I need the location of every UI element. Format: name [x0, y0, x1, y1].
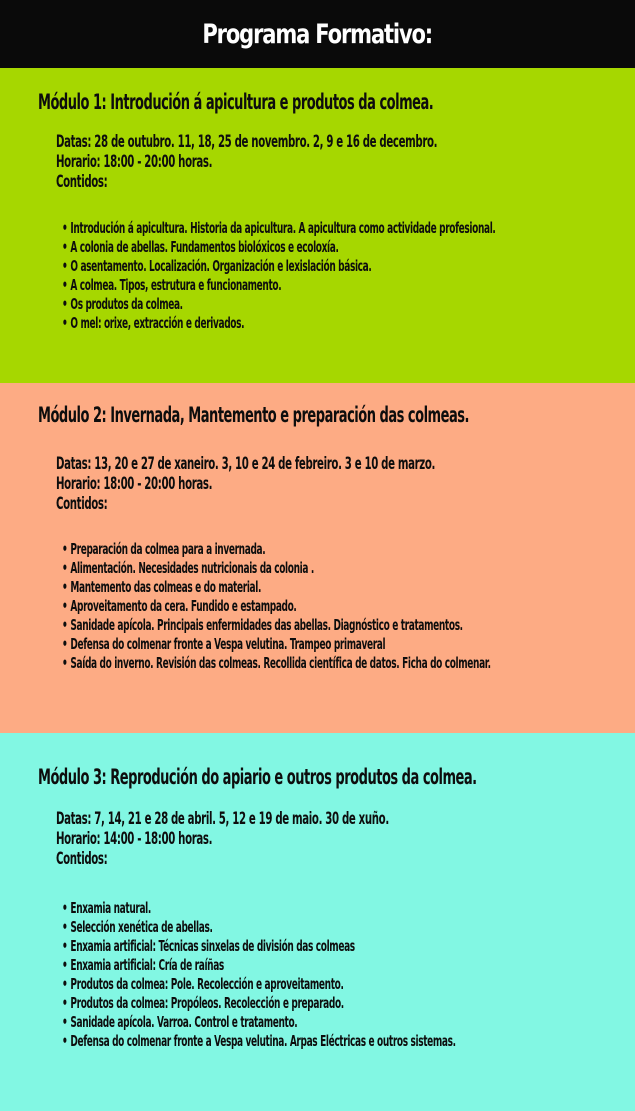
list-item: • Enxamia artificial: Cría de raíñas [62, 956, 635, 975]
module-2-info [56, 454, 635, 514]
header-bar [0, 0, 635, 68]
list-item: • Sanidade apícola. Varroa. Control e tratamento. [62, 1013, 635, 1032]
module-3-items [62, 899, 635, 1051]
list-item: • Alimentación. Necesidades nutricionais da colonia . [62, 559, 635, 578]
module-3-datas: Datas: 7, 14, 21 e 28 de abril. 5, 12 e 19 de maio. 30 de xuño. [56, 809, 389, 829]
module-1-info [56, 132, 635, 192]
list-item: • Enxamia artificial: Técnicas sinxelas de división das colmeas [62, 937, 635, 956]
module-1-section [0, 68, 635, 383]
list-item: • Selección xenética de abellas. [62, 918, 635, 937]
module-1-items [62, 219, 635, 333]
module-2-horario: Horario: 18:00 - 20:00 horas. [56, 474, 213, 494]
list-item: • Aproveitamento da cera. Fundido e estampado. [62, 597, 635, 616]
module-2-contidos-label: Contidos: [56, 494, 108, 514]
module-3-title: Módulo 3: Reprodución do apiario e outros produtos da colmea. [38, 765, 477, 789]
list-item: • Sanidade apícola. Principais enfermidades das abellas. Diagnóstico e tratamentos. [62, 616, 635, 635]
list-item: • Mantemento das colmeas e do material. [62, 578, 635, 597]
page-title: Programa Formativo: [202, 18, 433, 50]
list-item: • A colonia de abellas. Fundamentos biolóxicos e ecoloxía. [62, 238, 635, 257]
list-item: • Preparación da colmea para a invernada. [62, 540, 635, 559]
list-item: • A colmea. Tipos, estrutura e funcionamento. [62, 276, 635, 295]
list-item: • Defensa do colmenar fronte a Vespa velutina. Trampeo primaveral [62, 635, 635, 654]
list-item: • Introdución á apicultura. Historia da apicultura. A apicultura como actividade profesional. [62, 219, 635, 238]
module-2-datas: Datas: 13, 20 e 27 de xaneiro. 3, 10 e 24 de febreiro. 3 e 10 de marzo. [56, 454, 436, 474]
list-item: • Defensa do colmenar fronte a Vespa velutina. Arpas Eléctricas e outros sistemas. [62, 1032, 635, 1051]
module-2-items [62, 540, 635, 673]
module-3-horario: Horario: 14:00 - 18:00 horas. [56, 829, 213, 849]
list-item: • Produtos da colmea: Propóleos. Recolección e preparado. [62, 994, 635, 1013]
list-item: • Enxamia natural. [62, 899, 635, 918]
module-2-title: Módulo 2: Invernada, Mantemento e preparación das colmeas. [38, 403, 469, 427]
module-1-datas: Datas: 28 de outubro. 11, 18, 25 de novembro. 2, 9 e 16 de decembro. [56, 132, 438, 152]
list-item: • Produtos da colmea: Pole. Recolección e aproveitamento. [62, 975, 635, 994]
list-item: • O asentamento. Localización. Organización e lexislación básica. [62, 257, 635, 276]
list-item: • O mel: orixe, extracción e derivados. [62, 314, 635, 333]
module-2-section [0, 383, 635, 733]
module-1-contidos-label: Contidos: [56, 172, 108, 192]
module-3-contidos-label: Contidos: [56, 849, 108, 869]
module-1-horario: Horario: 18:00 - 20:00 horas. [56, 152, 213, 172]
module-3-info [56, 809, 611, 869]
module-3-section [0, 733, 635, 1111]
list-item: • Saída do inverno. Revisión das colmeas. Recollida científica de datos. Ficha do colmenar. [62, 654, 635, 673]
module-1-title: Módulo 1: Introdución á apicultura e produtos da colmea. [38, 90, 434, 114]
list-item: • Os produtos da colmea. [62, 295, 635, 314]
